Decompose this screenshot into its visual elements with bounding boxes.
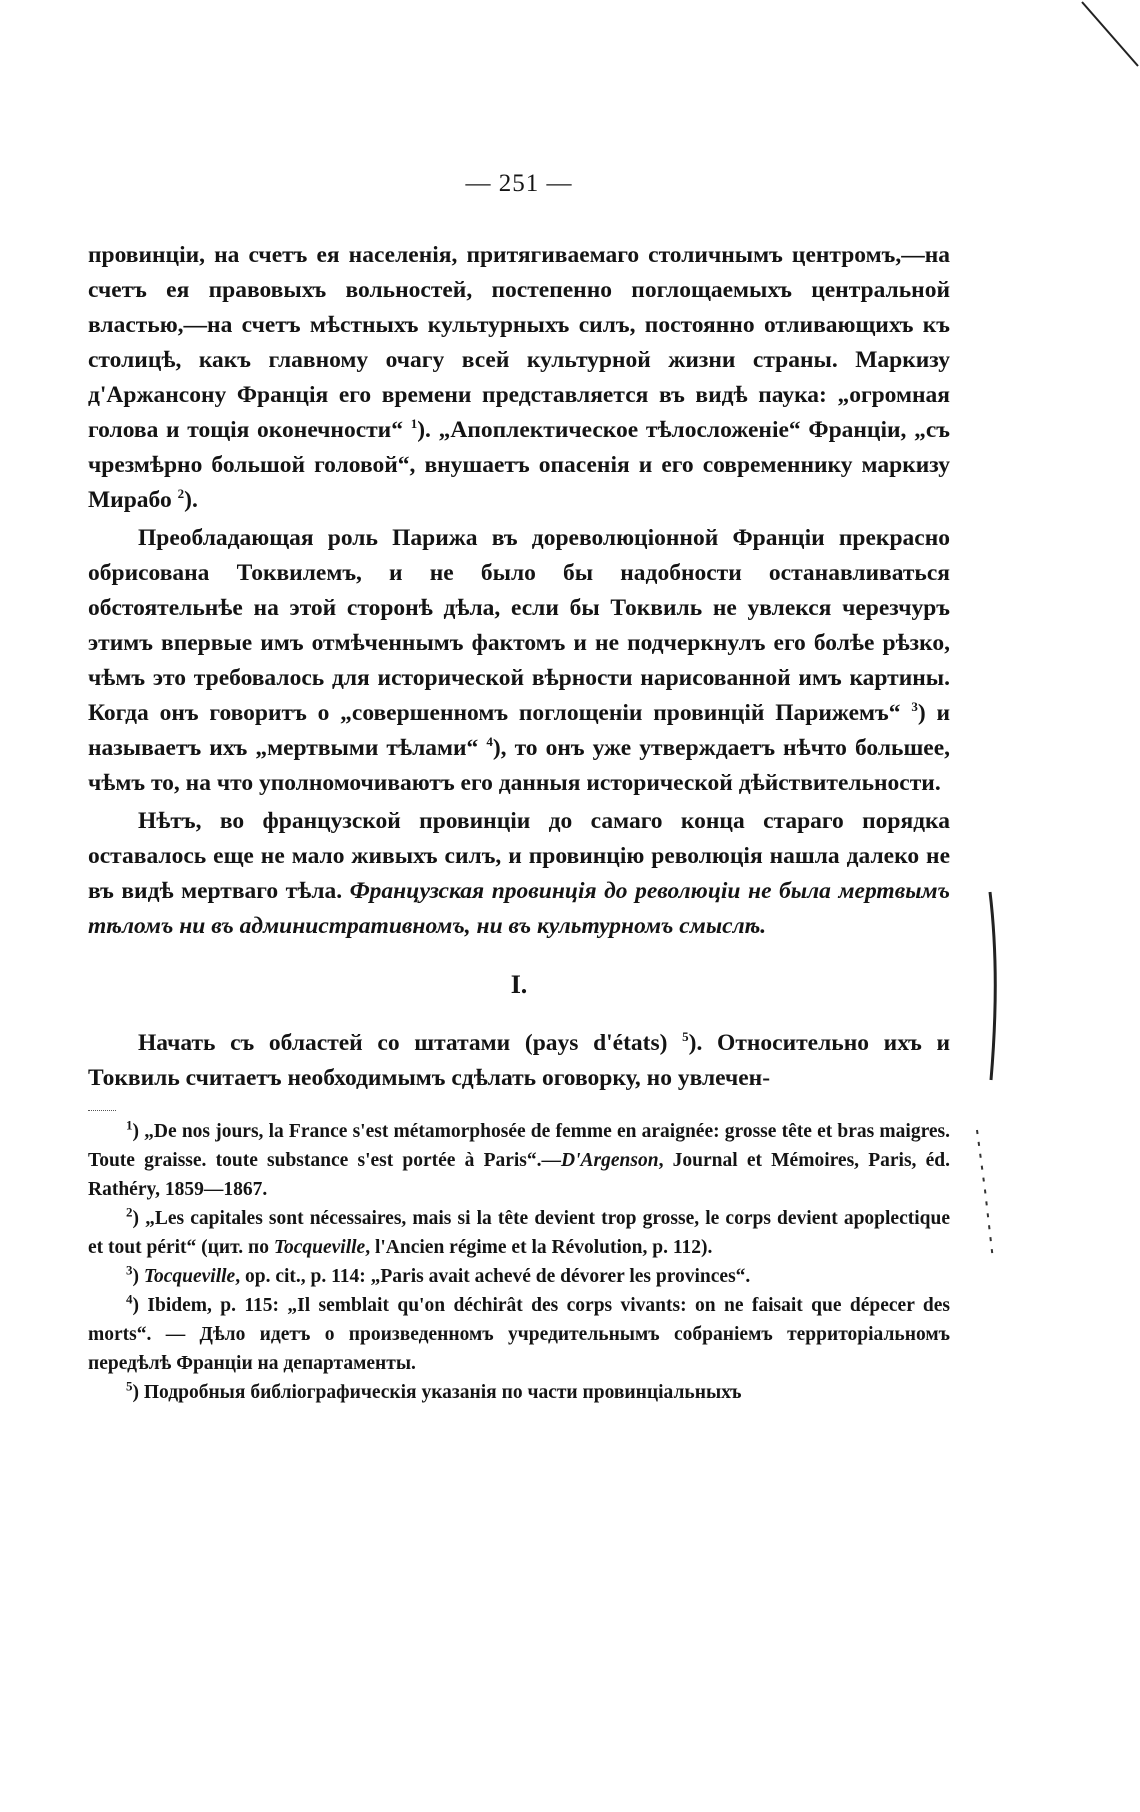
paragraph-2: Преобладающая роль Парижа въ дореволюціонной Франціи прекрасно обрисована Токвилемъ, и не было бы надобности останавливаться обстоятельнѣе на этой сторонѣ дѣла, если бы Токвиль не увлекся черезчуръ этимъ впервые имъ отмѣченнымъ фактомъ и не подчеркнулъ его болѣе рѣзко, чѣмъ это требовалось для исторической вѣрности нарисованной имъ картины. Когда онъ говоритъ о „совершенномъ поглощеніи провинцій Парижемъ“ $^3$) и называетъ ихъ „мертвыми тѣлами“ $^4$), то онъ уже утверждаетъ нѣчто большее, чѣмъ то, на что уполномочиваютъ его данныя исторической дѣйствительности. [88, 525, 951, 796]
paragraph-text: Нѣтъ, во французской провинціи до самаго конца стараго порядка оставалось еще не мало живыхъ силъ, и провинцію революція нашла далеко не въ видѣ мертваго тѣла. [88, 808, 950, 904]
footnote-mark: 2 [126, 1204, 133, 1220]
footnote-text: Ibidem, p. 115: „Il semblait qu'on déchirât des corps vivants: on ne faisait que dépecer des morts“. — Дѣло идетъ о произведенномъ учредительнымъ собраніемъ территоріальномъ передѣлѣ Франціи на департаменты. [88, 1295, 950, 1374]
footnote-1: $^1$) „De nos jours, la France s'est métamorphosée de femme en araignée: grosse tête et bras maigres. Toute graisse. toute substance s'est portée à Paris“.—D'Argenson, Journal et Mémoires, Paris, éd. Rathéry, 1859—1867. [88, 1117, 950, 1200]
page-number: — 251 — [465, 170, 573, 197]
footnote-5: $^5$) Подробныя библіографическія указанія по части провинціальныхъ [126, 1378, 742, 1403]
paragraph-text: . [191, 487, 198, 513]
paragraph-1: провинціи, на счетъ ея населенія, притягиваемаго столичнымъ центромъ,—на счетъ ея правовыхъ вольностей, постепенно поглощаемыхъ центральной властью,—на счетъ мѣстныхъ культурныхъ силъ, постоянно отливающихъ къ столицѣ, какъ главному очагу всей культурной жизни страны. Маркизу д'Аржансону Франція его времени представляется въ видѣ паука: „огромная голова и тощія оконечности“ $^1$). „Апоплектическое тѣлосложеніе“ Франціи, „съ чрезмѣрно большой головой“, внушаетъ опасенія и его современнику маркизу Мирабо $^2$). [88, 242, 950, 513]
paragraph-4: Начать съ областей со штатами (pays d'états) $^5$). Относительно ихъ и Токвиль считаетъ необходимымъ сдѣлать оговорку, но увлечен- [88, 1029, 950, 1091]
paragraph-text: . „Апоплектическое тѣлосложеніе“ Франціи, „съ чрезмѣрно большой головой“, внушаетъ опасенія и его современнику маркизу Мирабо [88, 417, 950, 513]
paragraph-text: провинціи, на счетъ ея населенія, притягиваемаго столичнымъ центромъ,—на счетъ ея правовыхъ вольностей, постепенно поглощаемыхъ центральной властью,—на счетъ мѣстныхъ культурныхъ силъ, постоянно отливающихъ къ столицѣ, какъ главному очагу всей культурной жизни страны. Маркизу д'Аржансону Франція его времени представляется въ видѣ паука: „огромная голова и тощія оконечности“ [88, 242, 950, 443]
footnote-text: , l'Ancien régime et la Révolution, p. 112). [365, 1237, 713, 1258]
footnote-mark: 1 [126, 1117, 133, 1133]
margin-bracket-mark [955, 890, 1015, 1260]
footnote-ref: 1 [410, 416, 418, 432]
footnote-author: D'Argenson [561, 1150, 659, 1171]
footnotes [88, 1117, 950, 1407]
footnote-author: Tocqueville [143, 1266, 236, 1287]
footnote-ref: 5 [682, 1029, 689, 1045]
footnote-mark: 3 [126, 1262, 133, 1278]
footnote-author: Tocqueville [273, 1237, 366, 1258]
paragraph-text: Начать съ областей со штатами (pays d'états) [138, 1030, 668, 1056]
footnote-mark: 4 [126, 1291, 133, 1307]
paragraph-text: , то онъ уже утверждаетъ нѣчто большее, чѣмъ то, на что уполномочиваютъ его данныя исторической дѣйствительности. [88, 735, 951, 796]
corner-scratch-mark [1080, 0, 1140, 70]
footnote-mark: 5 [126, 1378, 133, 1394]
section-heading: I. [510, 970, 528, 999]
footnote-ref: 2 [177, 486, 185, 502]
footnote-ref: 4 [486, 734, 493, 750]
paragraph-text: . Относительно ихъ и Токвиль считаетъ необходимымъ сдѣлать оговорку, но увлечен- [88, 1030, 950, 1091]
footnote-text: „De nos jours, la France s'est métamorphosée de femme en araignée: grosse tête et bras maigres. Toute graisse. toute substance s'est portée à Paris“.— [88, 1121, 950, 1171]
footnote-3: $^3$) Tocqueville, op. cit., p. 114: „Paris avait achevé de dévorer les provinces“. [126, 1262, 751, 1287]
paragraph-text: Преобладающая роль Парижа въ дореволюціонной Франціи прекрасно обрисована Токвилемъ, и не было бы надобности останавливаться обстоятельнѣе на этой сторонѣ дѣла, если бы Токвиль не увлекся черезчуръ этимъ впервые имъ отмѣченнымъ фактомъ и не подчеркнулъ его болѣе рѣзко, чѣмъ это требовалось для исторической вѣрности нарисованной имъ картины. Когда онъ говоритъ о „совершенномъ поглощеніи провинцій Парижемъ“ [88, 525, 950, 726]
paragraph-3 [88, 804, 950, 944]
footnote-text: Подробныя библіографическія указанія по части провинціальныхъ [143, 1382, 742, 1403]
paragraph-text: и называетъ ихъ „мертвыми тѣлами“ [88, 700, 951, 761]
document-page [88, 170, 950, 1407]
footnote-2: $^2$) „Les capitales sont nécessaires, mais si la tête devient trop grosse, le corps devient apoplectique et tout périt“ (цит. по Tocqueville, l'Ancien régime et la Révolution, p. 112). [88, 1204, 950, 1258]
footnote-ref: 3 [911, 699, 918, 715]
footnote-text: , op. cit., p. 114: „Paris avait achevé de dévorer les provinces“. [235, 1266, 751, 1287]
footnote-divider [88, 1110, 116, 1111]
footnote-text: „Les capitales sont nécessaires, mais si la tête devient trop grosse, le corps devient apoplectique et tout périt“ (цит. по [88, 1208, 950, 1258]
footnote-text: , Journal et Mémoires, Paris, éd. Rathéry, 1859—1867. [88, 1150, 950, 1200]
footnote-4: $^4$) Ibidem, p. 115: „Il semblait qu'on déchirât des corps vivants: on ne faisait que dépecer des morts“. — Дѣло идетъ о произведенномъ учредительнымъ собраніемъ территоріальномъ передѣлѣ Франціи на департаменты. [88, 1291, 950, 1374]
paragraph-italic-text: Французская провинція до революціи не была мертвымъ тѣломъ ни въ административномъ, ни въ культурномъ смыслѣ. [88, 878, 950, 939]
